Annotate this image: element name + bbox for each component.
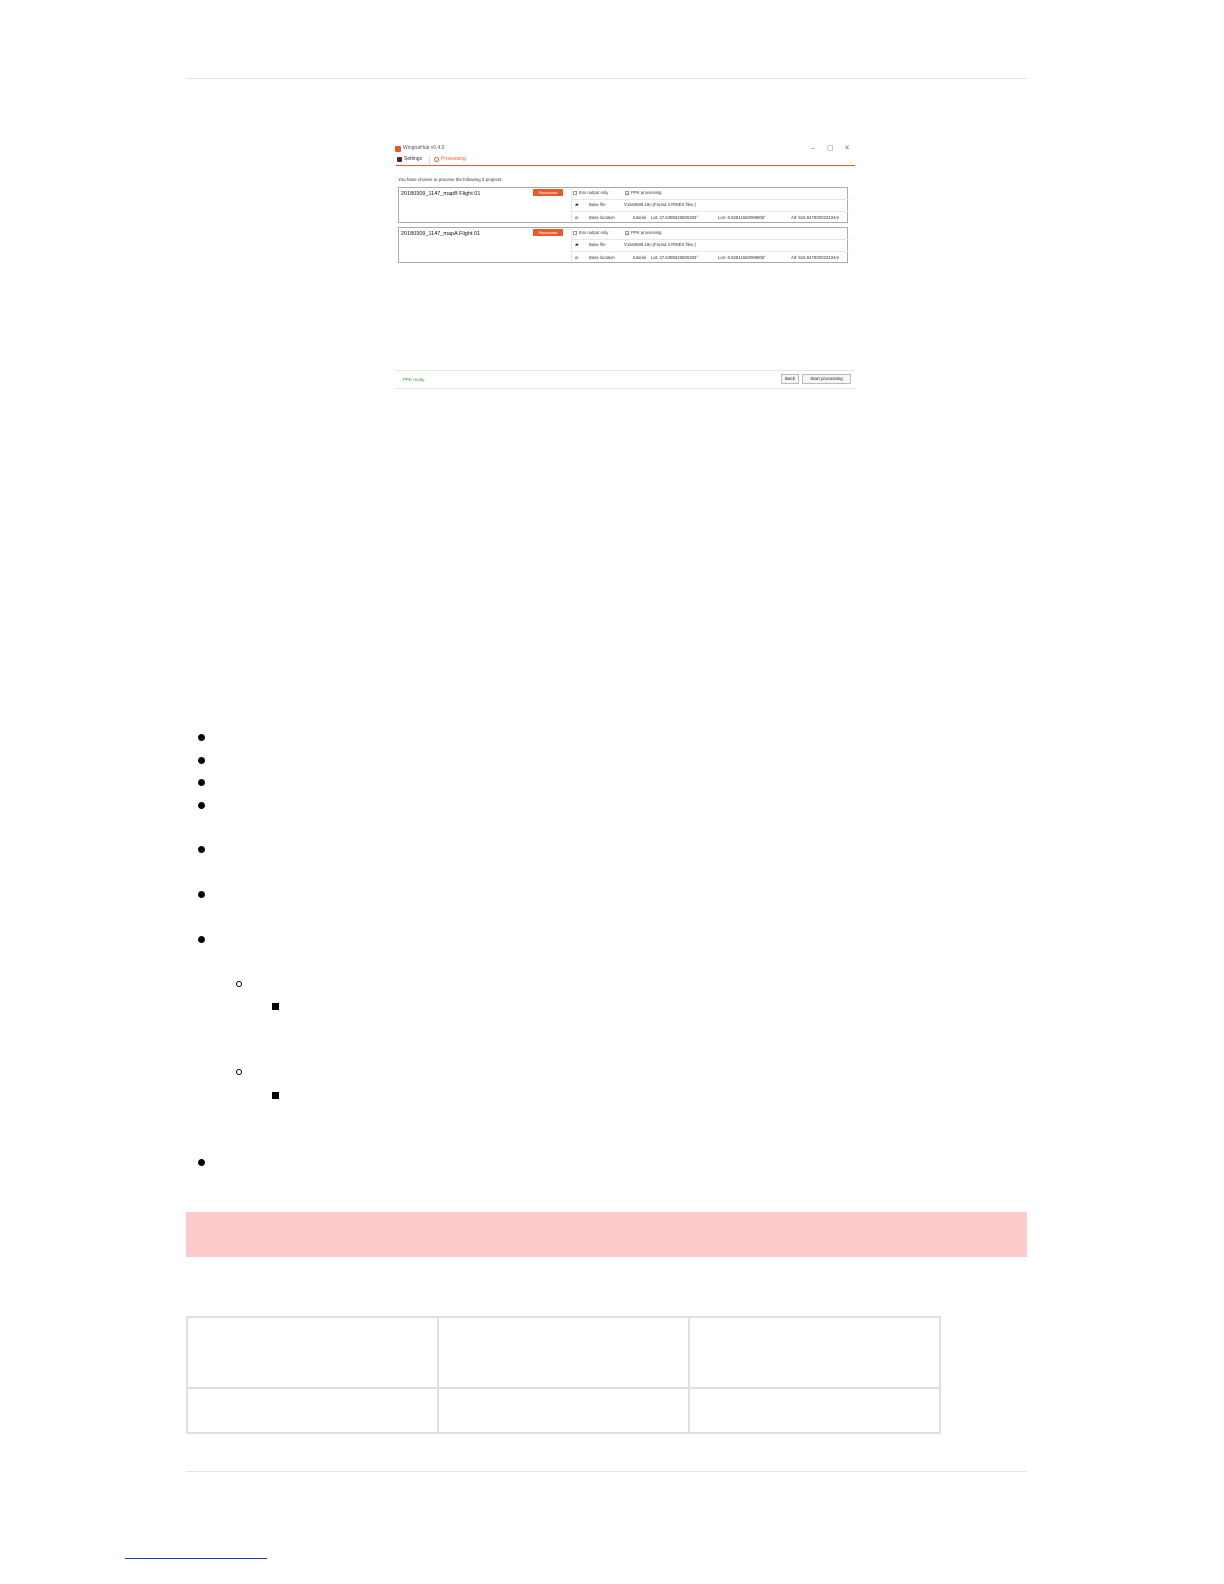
start-processing-button[interactable]: Start processing [802,374,851,384]
base-file-value: V1160688.18o (Found 3 RINEX files.) [624,202,696,207]
reprocess-button[interactable]: Reprocess [533,189,563,196]
options-row [573,230,662,236]
geotag-only-label: Exx output only [579,230,609,235]
data-table [186,1316,941,1434]
base-file-label: Base file [589,242,606,247]
app-window-screenshot [393,142,857,390]
app-title: WingtraHub v0.4.0 [403,145,445,151]
project-name: 20180309_1147_mapA Flight 01 [401,231,481,237]
longitude: Lon: 8.52811683069806° [718,215,766,220]
app-logo-icon [395,146,401,152]
status-text: PPK ready [403,377,425,382]
footnote-link-underline[interactable] [125,1558,267,1559]
card-divider [571,188,572,222]
card-divider [571,228,572,262]
list-item-bullet [198,757,205,764]
folder-icon: ▰ [575,242,579,248]
row-divider [571,251,849,252]
list-item-bullet [198,734,205,741]
table-column-divider [688,1318,690,1432]
project-name: 20180309_1147_mapB Flight 01 [401,191,481,197]
altitude: Alt: 516.947800223434m [791,255,840,260]
tab-settings[interactable] [397,156,422,162]
minimize-icon[interactable]: – [811,145,815,152]
tab-divider [429,156,430,165]
ppk-checkbox[interactable]: ✓ [626,190,630,196]
list-item-bullet [198,936,205,943]
subsublist-item-bullet [272,1092,279,1099]
geotag-only-checkbox[interactable] [573,231,577,235]
base-location-name: tutorial [633,255,646,260]
geotag-only-label: Exx output only [579,190,609,195]
base-file-value: V1160688.18o (Found 3 RINEX files.) [624,242,696,247]
accent-divider [396,165,855,166]
tab-processing[interactable] [434,156,466,162]
longitude: Lon: 8.52811683069806° [718,255,766,260]
list-item-bullet [198,802,205,809]
options-row [573,190,662,196]
base-location-label: Base location [589,215,615,220]
sublist-item-bullet [236,981,242,987]
table-row-divider [188,1387,939,1389]
tab-settings-label: Settings [404,156,423,162]
row-divider [571,199,849,200]
pin-icon: ⌀ [575,255,579,261]
row-divider [571,211,849,212]
base-location-label: Base location [589,255,615,260]
geotag-only-checkbox[interactable] [573,191,577,195]
project-card [398,227,848,263]
folder-icon: ▰ [575,202,579,208]
warning-callout [186,1212,1027,1257]
back-button[interactable]: Back [781,374,799,384]
list-item-bullet [198,1159,205,1166]
project-card [398,187,848,223]
tab-processing-label: Processing [441,156,466,162]
list-item-bullet [198,779,205,786]
latitude: Lat: 47.5498249806283° [651,215,699,220]
ppk-label: PPK processing [631,190,662,195]
ppk-checkbox[interactable]: ✓ [626,230,630,236]
base-location-name: tutorial [633,215,646,220]
latitude: Lat: 47.5498249806283° [651,255,699,260]
maximize-icon[interactable]: ▢ [827,145,834,152]
pin-icon: ⌀ [575,215,579,221]
base-file-label: Base file [589,202,606,207]
window-bottom-edge [396,388,855,389]
list-item-bullet [198,846,205,853]
table-column-divider [437,1318,439,1432]
list-item-bullet [198,891,205,898]
altitude: Alt: 516.947800223434m [791,215,840,220]
subsublist-item-bullet [272,1003,279,1010]
ppk-label: PPK processing [631,230,662,235]
status-divider [396,370,855,371]
close-icon[interactable]: ✕ [844,145,850,152]
processing-icon [434,157,439,162]
intro-text: You have chosen to process the following 2 projects: [398,177,503,182]
sublist-item-bullet [236,1069,242,1075]
row-divider [571,239,849,240]
top-rule [186,78,1027,79]
drone-icon [397,157,402,162]
reprocess-button[interactable]: Reprocess [533,229,563,236]
bottom-rule [186,1471,1027,1472]
